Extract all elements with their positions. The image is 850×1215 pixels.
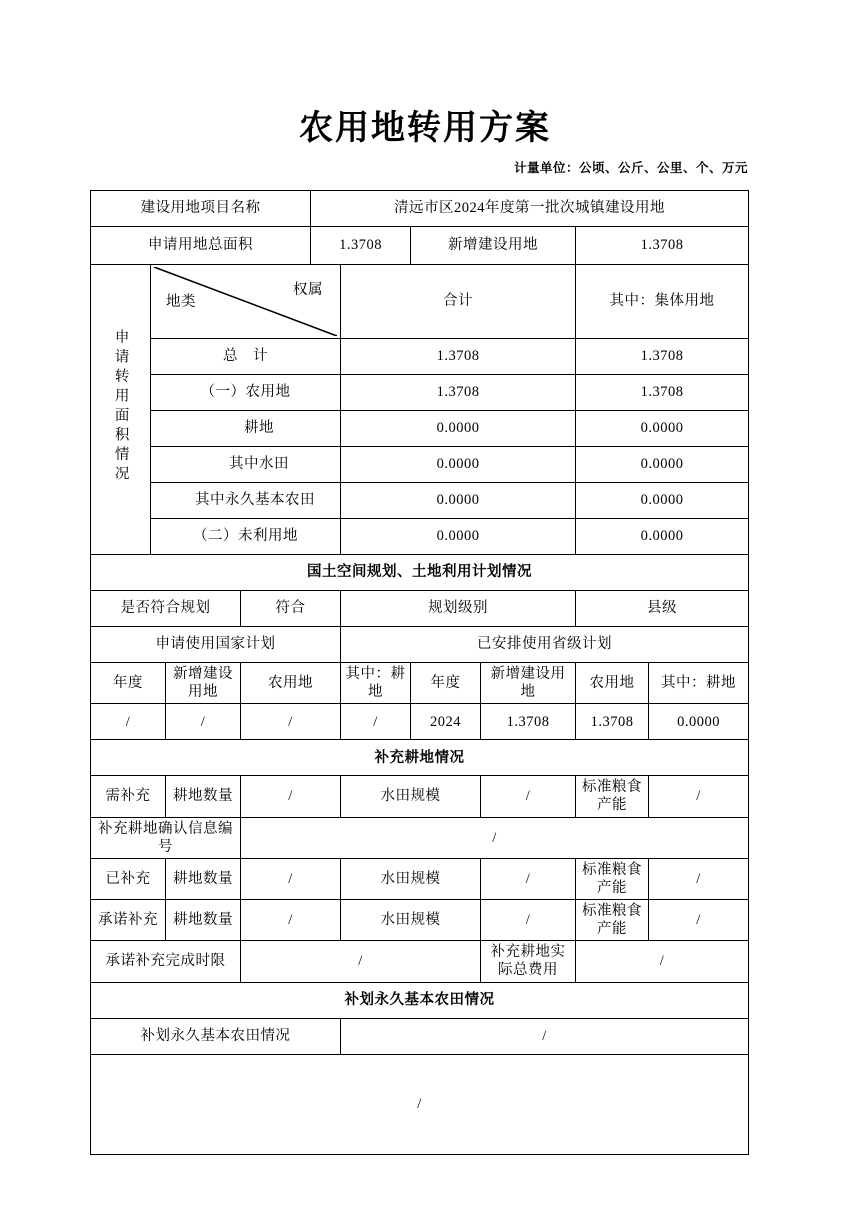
plan-col-header-national-2: 农用地	[241, 663, 341, 704]
plan-value-provincial-2: 1.3708	[576, 704, 649, 740]
table-row-conversion-header	[91, 265, 749, 339]
table-row-planning-section-title	[91, 555, 749, 591]
plan-value-national-1: /	[166, 704, 241, 740]
conform-label: 是否符合规划	[91, 591, 241, 627]
supplement-need-grain-capacity-value: /	[649, 776, 749, 817]
total-area-value: 1.3708	[311, 227, 411, 265]
supplement-promise-paddy-scale-label: 水田规模	[341, 900, 481, 941]
table-row-supplement-done	[91, 858, 749, 899]
supplement-done-paddy-scale-value: /	[481, 858, 576, 899]
provincial-plan-label: 已安排使用省级计划	[341, 627, 749, 663]
table-row-plan-group-headers	[91, 627, 749, 663]
plan-col-header-provincial-3: 其中：耕地	[649, 663, 749, 704]
conversion-row-collective-0: 1.3708	[576, 339, 749, 375]
table-row-plan-values	[91, 704, 749, 740]
conversion-row-total-5: 0.0000	[341, 519, 576, 555]
table-row-conversion-2	[91, 411, 749, 447]
column-header-total: 合计	[341, 265, 576, 339]
conversion-row-label-5: （二）未利用地	[151, 519, 341, 555]
supplement-actual-cost-label: 补充耕地实际总费用	[481, 941, 576, 982]
conversion-row-collective-4: 0.0000	[576, 483, 749, 519]
supplement-done-grain-capacity-label: 标准粮食产能	[576, 858, 649, 899]
plan-value-national-2: /	[241, 704, 341, 740]
planning-section-title: 国土空间规划、土地利用计划情况	[91, 555, 749, 591]
land-type-ownership-diagonal-header	[151, 265, 341, 339]
plan-value-national-0: /	[91, 704, 166, 740]
conversion-row-collective-1: 1.3708	[576, 375, 749, 411]
table-row-notes	[91, 1054, 749, 1154]
ownership-label: 权属	[293, 282, 323, 299]
plan-value-provincial-1: 1.3708	[481, 704, 576, 740]
conversion-area-vertical-label-text: 申请转用面积情况	[112, 328, 129, 485]
plan-value-national-3: /	[341, 704, 411, 740]
basic-farmland-row-label: 补划永久基本农田情况	[91, 1018, 341, 1054]
supplement-promise-grain-capacity-label: 标准粮食产能	[576, 900, 649, 941]
table-row-supplement-promise	[91, 900, 749, 941]
conversion-row-label-1: （一）农用地	[151, 375, 341, 411]
conversion-row-total-3: 0.0000	[341, 447, 576, 483]
supplement-done-label: 已补充	[91, 858, 166, 899]
table-row-plan-column-headers	[91, 663, 749, 704]
table-row-supplement-deadline	[91, 941, 749, 982]
supplement-deadline-label: 承诺补充完成时限	[91, 941, 241, 982]
conversion-row-collective-3: 0.0000	[576, 447, 749, 483]
new-construction-label: 新增建设用地	[411, 227, 576, 265]
conversion-row-label-2: 耕地	[151, 411, 341, 447]
table-row-supplement-need	[91, 776, 749, 817]
total-area-label: 申请用地总面积	[91, 227, 311, 265]
table-row-supplement-section-title	[91, 740, 749, 776]
supplement-need-farmland-qty-label: 耕地数量	[166, 776, 241, 817]
table-row-conversion-1	[91, 375, 749, 411]
conversion-row-label-0: 总 计	[151, 339, 341, 375]
supplement-promise-paddy-scale-value: /	[481, 900, 576, 941]
basic-farmland-row-value: /	[341, 1018, 749, 1054]
supplement-actual-cost-value: /	[576, 941, 749, 982]
conversion-row-total-1: 1.3708	[341, 375, 576, 411]
project-name-value: 清远市区2024年度第一批次城镇建设用地	[311, 191, 749, 227]
table-row-supplement-confirm-no	[91, 817, 749, 858]
land-conversion-form-table	[90, 190, 749, 1155]
column-header-collective: 其中：集体用地	[576, 265, 749, 339]
plan-col-header-national-3: 其中：耕地	[341, 663, 411, 704]
plan-col-header-provincial-2: 农用地	[576, 663, 649, 704]
notes-value: /	[91, 1054, 749, 1154]
supplement-section-title: 补充耕地情况	[91, 740, 749, 776]
supplement-promise-farmland-qty-label: 耕地数量	[166, 900, 241, 941]
supplement-confirm-no-value: /	[241, 817, 749, 858]
supplement-done-paddy-scale-label: 水田规模	[341, 858, 481, 899]
measurement-unit-note: 计量单位：公顷、公斤、公里、个、万元	[513, 161, 748, 175]
national-plan-label: 申请使用国家计划	[91, 627, 341, 663]
planning-level-label: 规划级别	[341, 591, 576, 627]
conversion-row-label-4: 其中永久基本农田	[151, 483, 341, 519]
table-row-project-name	[91, 191, 749, 227]
new-construction-value: 1.3708	[576, 227, 749, 265]
supplement-deadline-value: /	[241, 941, 481, 982]
plan-value-provincial-3: 0.0000	[649, 704, 749, 740]
supplement-done-farmland-qty-value: /	[241, 858, 341, 899]
land-type-label: 地类	[166, 293, 196, 310]
conversion-row-total-2: 0.0000	[341, 411, 576, 447]
project-name-label: 建设用地项目名称	[91, 191, 311, 227]
supplement-need-paddy-scale-label: 水田规模	[341, 776, 481, 817]
conversion-row-collective-5: 0.0000	[576, 519, 749, 555]
conversion-row-total-4: 0.0000	[341, 483, 576, 519]
table-row-total-area	[91, 227, 749, 265]
conversion-row-label-3: 其中水田	[151, 447, 341, 483]
conform-value: 符合	[241, 591, 341, 627]
page-title: 农用地转用方案	[299, 109, 551, 147]
basic-farmland-section-title: 补划永久基本农田情况	[91, 982, 749, 1018]
plan-col-header-national-0: 年度	[91, 663, 166, 704]
supplement-promise-label: 承诺补充	[91, 900, 166, 941]
table-row-conversion-0	[91, 339, 749, 375]
table-row-planning-conform	[91, 591, 749, 627]
supplement-need-grain-capacity-label: 标准粮食产能	[576, 776, 649, 817]
supplement-promise-farmland-qty-value: /	[241, 900, 341, 941]
planning-level-value: 县级	[576, 591, 749, 627]
supplement-need-paddy-scale-value: /	[481, 776, 576, 817]
plan-value-provincial-0: 2024	[411, 704, 481, 740]
supplement-need-label: 需补充	[91, 776, 166, 817]
conversion-row-collective-2: 0.0000	[576, 411, 749, 447]
supplement-confirm-no-label: 补充耕地确认信息编号	[91, 817, 241, 858]
table-row-conversion-4	[91, 483, 749, 519]
plan-col-header-national-1: 新增建设用地	[166, 663, 241, 704]
plan-col-header-provincial-0: 年度	[411, 663, 481, 704]
plan-col-header-provincial-1: 新增建设用地	[481, 663, 576, 704]
table-row-basic-farmland-section-title	[91, 982, 749, 1018]
supplement-done-farmland-qty-label: 耕地数量	[166, 858, 241, 899]
table-row-basic-farmland	[91, 1018, 749, 1054]
supplement-done-grain-capacity-value: /	[649, 858, 749, 899]
supplement-promise-grain-capacity-value: /	[649, 900, 749, 941]
table-row-conversion-5	[91, 519, 749, 555]
supplement-need-farmland-qty-value: /	[241, 776, 341, 817]
conversion-row-total-0: 1.3708	[341, 339, 576, 375]
conversion-area-vertical-label	[91, 265, 151, 555]
table-row-conversion-3	[91, 447, 749, 483]
